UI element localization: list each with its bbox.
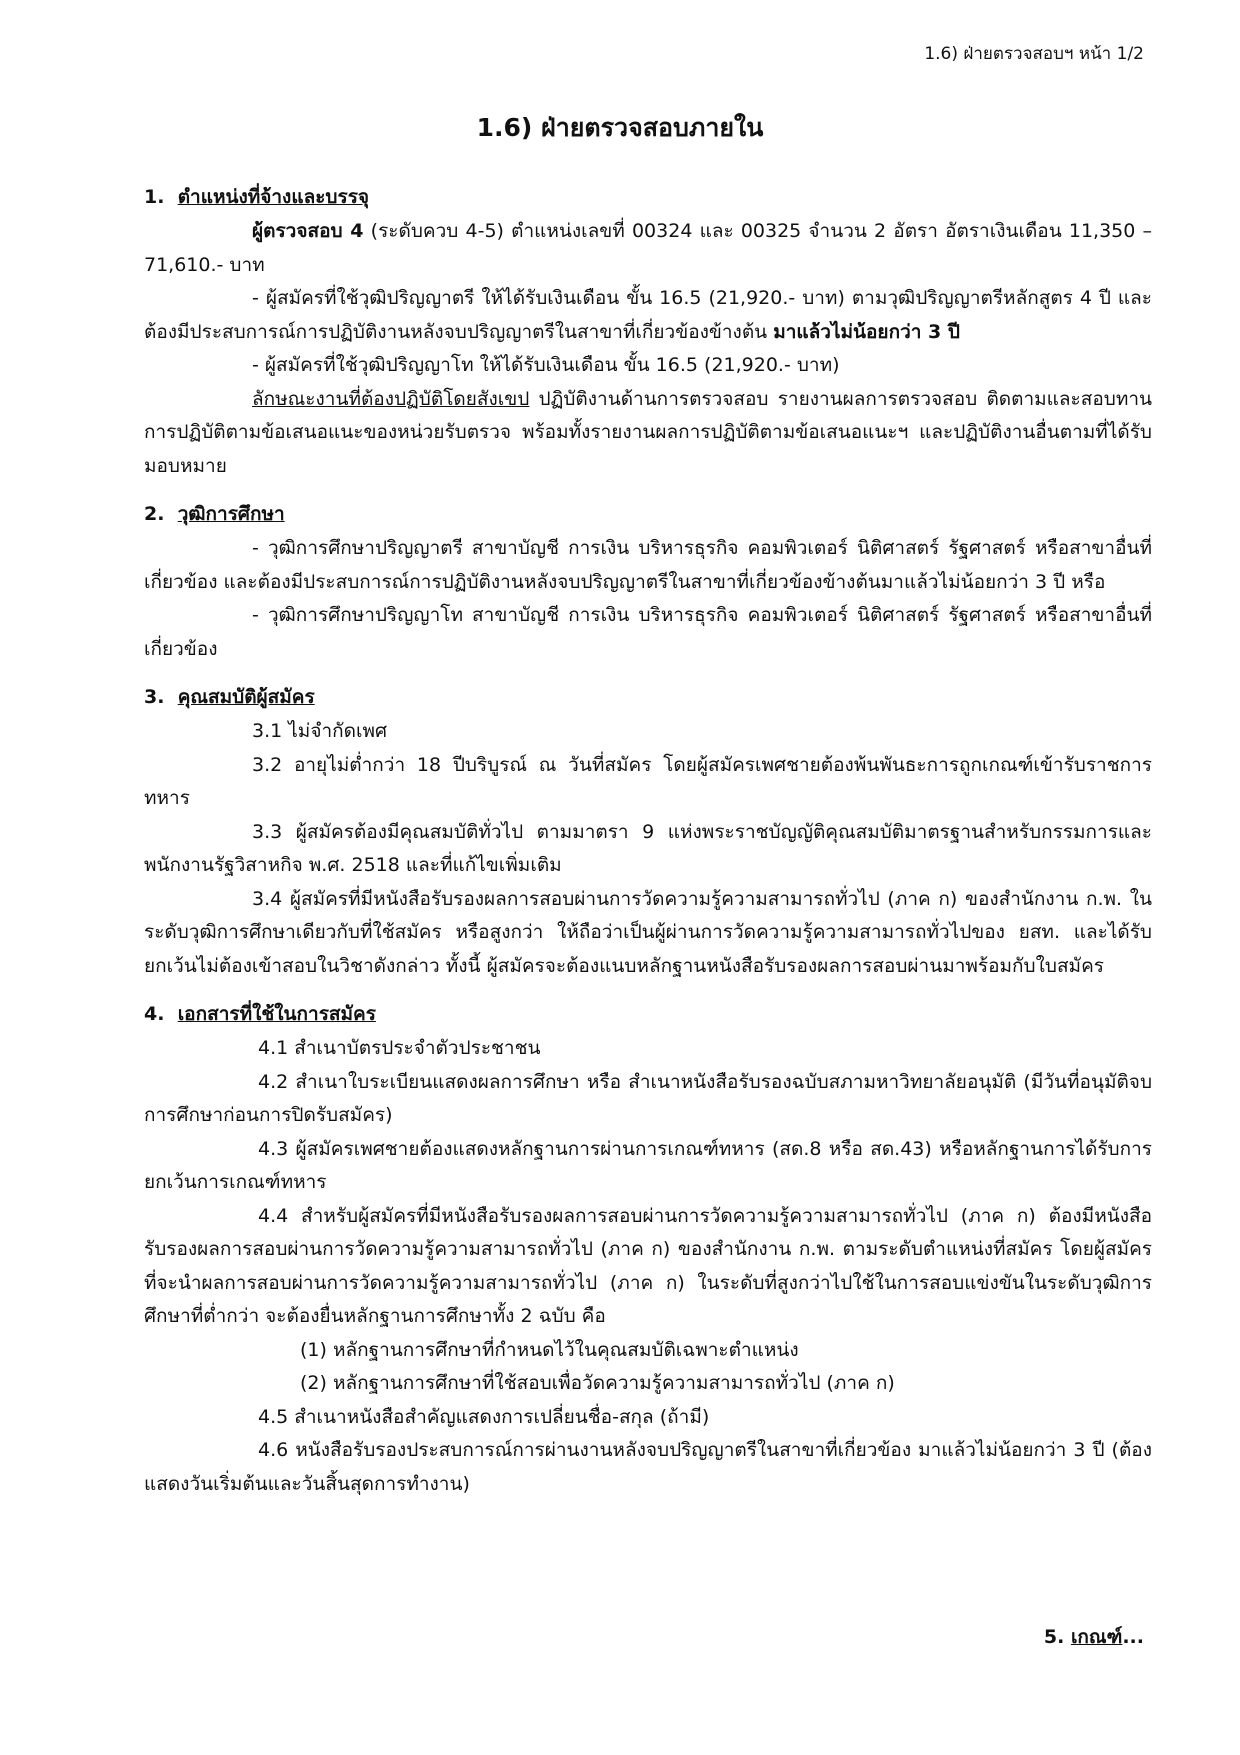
document-item: 4.5 สำเนาหนังสือสำคัญแสดงการเปลี่ยนชื่อ-สกุล (ถ้ามี) — [258, 1405, 710, 1428]
position-paragraph — [144, 215, 1152, 282]
document-body — [144, 180, 1152, 1515]
qualification-item: 3.1 ไม่จำกัดเพศ — [252, 720, 388, 742]
document-item: 4.2 สำเนาใบระเบียนแสดงผลการศึกษา หรือ สำเนาหนังสือรับรองฉบับสภามหาวิทยาลัยอนุมัติ (มีวันที่อนุมัติจบการศึกษาก่อนการปิดรับสมัคร) — [144, 1070, 1152, 1126]
job-description-text: ปฏิบัติงานด้านการตรวจสอบ รายงานผลการตรวจสอบ ติดตามและสอบทานการปฏิบัติตามข้อเสนอแนะของหน่วยรับตรวจ พร้อมทั้งรายงานผลการปฏิบัติตามข้อเสนอแนะฯ และปฏิบัติงานอื่นตามที่ได้รับมอบหมาย — [144, 387, 1152, 477]
qualification-item: 3.3 ผู้สมัครต้องมีคุณสมบัติทั่วไป ตามมาตรา 9 แห่งพระราชบัญญัติคุณสมบัติมาตรฐานสำหรับกรรมการและพนักงานรัฐวิสาหกิจ พ.ศ. 2518 และที่แก้ไขเพิ่มเติม — [144, 820, 1152, 876]
section-heading — [144, 997, 1152, 1032]
document-subitem: (1) หลักฐานการศึกษาที่กำหนดไว้ในคุณสมบัติเฉพาะตำแหน่ง — [300, 1338, 799, 1361]
document-item: 4.4 สำหรับผู้สมัครที่มีหนังสือรับรองผลการสอบผ่านการวัดความรู้ความสามารถทั่วไป (ภาค ก) ต้องมีหนังสือรับรองผลการสอบผ่านการวัดความรู้ความสามารถทั่วไป (ภาค ก) ของสำนักงาน ก.พ. ตามระดับตำแหน่งที่สมัคร โดยผู้สมัครที่จะนำผลการสอบผ่านการวัดความรู้ความสามารถทั่วไป (ภาค ก) ในระดับที่สูงกว่าไปใช้ในการสอบแข่งขันในระดับวุฒิการศึกษาที่ต่ำกว่า จะต้องยื่นหลักฐานการศึกษาทั้ง 2 ฉบับ คือ — [144, 1204, 1152, 1327]
continuation-number: 5. — [1043, 1626, 1071, 1648]
document-item: 4.1 สำเนาบัตรประจำตัวประชาชน — [258, 1037, 541, 1059]
section-title: คุณสมบัติผู้สมัคร — [177, 686, 315, 708]
document-item: 4.6 หนังสือรับรองประสบการณ์การผ่านงานหลังจบปริญญาตรีในสาขาที่เกี่ยวข้อง มาแล้วไม่น้อยกว่า 3 ปี (ต้องแสดงวันเริ่มต้นและวันสิ้นสุดการทำงาน) — [144, 1439, 1152, 1495]
qualification-item: 3.2 อายุไม่ต่ำกว่า 18 ปีบริบูรณ์ ณ วันที่สมัคร โดยผู้สมัครเพศชายต้องพ้นพันธะการถูกเกณฑ์เข้ารับราชการทหาร — [144, 753, 1152, 809]
section-heading — [144, 180, 1152, 215]
position-title: ผู้ตรวจสอบ 4 — [252, 220, 364, 242]
section-heading — [144, 497, 1152, 532]
job-description-label: ลักษณะงานที่ต้องปฏิบัติโดยสังเขป — [252, 387, 530, 410]
document-subitem: (2) หลักฐานการศึกษาที่ใช้สอบเพื่อวัดความรู้ความสามารถทั่วไป (ภาค ก) — [300, 1372, 895, 1394]
section-qualifications — [144, 680, 1152, 983]
bachelor-salary-text: - ผู้สมัครที่ใช้วุฒิปริญญาตรี ให้ได้รับเงินเดือน ขั้น 16.5 (21,920.- บาท) ตามวุฒิปริญญาตรีหลักสูตร 4 ปี และต้องมีประสบการณ์การปฏิบัติงานหลังจบปริญญาตรีในสาขาที่เกี่ยวข้องข้างต้น — [144, 287, 1152, 343]
section-title: เอกสารที่ใช้ในการสมัคร — [177, 1003, 376, 1025]
master-salary-paragraph: - ผู้สมัครที่ใช้วุฒิปริญญาโท ให้ได้รับเงินเดือน ขั้น 16.5 (21,920.- บาท) — [252, 354, 840, 376]
section-position — [144, 180, 1152, 483]
experience-requirement: มาแล้วไม่น้อยกว่า 3 ปี — [773, 320, 960, 343]
section-number: 4. — [144, 1003, 165, 1025]
job-description-paragraph — [144, 383, 1152, 484]
bachelor-salary-paragraph — [144, 282, 1152, 349]
section-title: วุฒิการศึกษา — [177, 503, 285, 525]
continuation-marker — [1044, 1622, 1144, 1652]
continuation-word: เกณฑ์ — [1070, 1626, 1123, 1648]
continuation-ellipsis: ... — [1122, 1626, 1144, 1648]
position-detail: (ระดับควบ 4-5) ตำแหน่งเลขที่ 00324 และ 00325 จำนวน 2 อัตรา อัตราเงินเดือน 11,350 – 71,610.- บาท — [144, 220, 1152, 276]
section-heading — [144, 680, 1152, 715]
page-number-label: 1.6) ฝ่ายตรวจสอบฯ หน้า 1/2 — [924, 44, 1144, 64]
section-number: 2. — [144, 503, 165, 525]
section-documents — [144, 997, 1152, 1501]
section-number: 1. — [144, 186, 165, 208]
education-bachelor: - วุฒิการศึกษาปริญญาตรี สาขาบัญชี การเงิน บริหารธุรกิจ คอมพิวเตอร์ นิติศาสตร์ รัฐศาสตร์ หรือสาขาอื่นที่เกี่ยวข้อง และต้องมีประสบการณ์การปฏิบัติงานหลังจบปริญญาตรีในสาขาที่เกี่ยวข้องข้างต้นมาแล้วไม่น้อยกว่า 3 ปี หรือ — [144, 537, 1152, 593]
section-education — [144, 497, 1152, 666]
section-number: 3. — [144, 686, 165, 708]
document-item: 4.3 ผู้สมัครเพศชายต้องแสดงหลักฐานการผ่านการเกณฑ์ทหาร (สด.8 หรือ สด.43) หรือหลักฐานการได้รับการยกเว้นการเกณฑ์ทหาร — [144, 1137, 1152, 1193]
qualification-item: 3.4 ผู้สมัครที่มีหนังสือรับรองผลการสอบผ่านการวัดความรู้ความสามารถทั่วไป (ภาค ก) ของสำนักงาน ก.พ. ในระดับวุฒิการศึกษาเดียวกับที่ใช้สมัคร หรือสูงกว่า ให้ถือว่าเป็นผู้ผ่านการวัดความรู้ความสามารถทั่วไปของ ยสท. และได้รับยกเว้นไม่ต้องเข้าสอบในวิชาดังกล่าว ทั้งนี้ ผู้สมัครจะต้องแนบหลักฐานหนังสือรับรองผลการสอบผ่านมาพร้อมกับใบสมัคร — [144, 887, 1152, 977]
education-master: - วุฒิการศึกษาปริญญาโท สาขาบัญชี การเงิน บริหารธุรกิจ คอมพิวเตอร์ นิติศาสตร์ รัฐศาสตร์ หรือสาขาอื่นที่เกี่ยวข้อง — [144, 604, 1152, 660]
page-title: 1.6) ฝ่ายตรวจสอบภายใน — [476, 113, 764, 142]
section-title: ตำแหน่งที่จ้างและบรรจุ — [177, 186, 370, 208]
